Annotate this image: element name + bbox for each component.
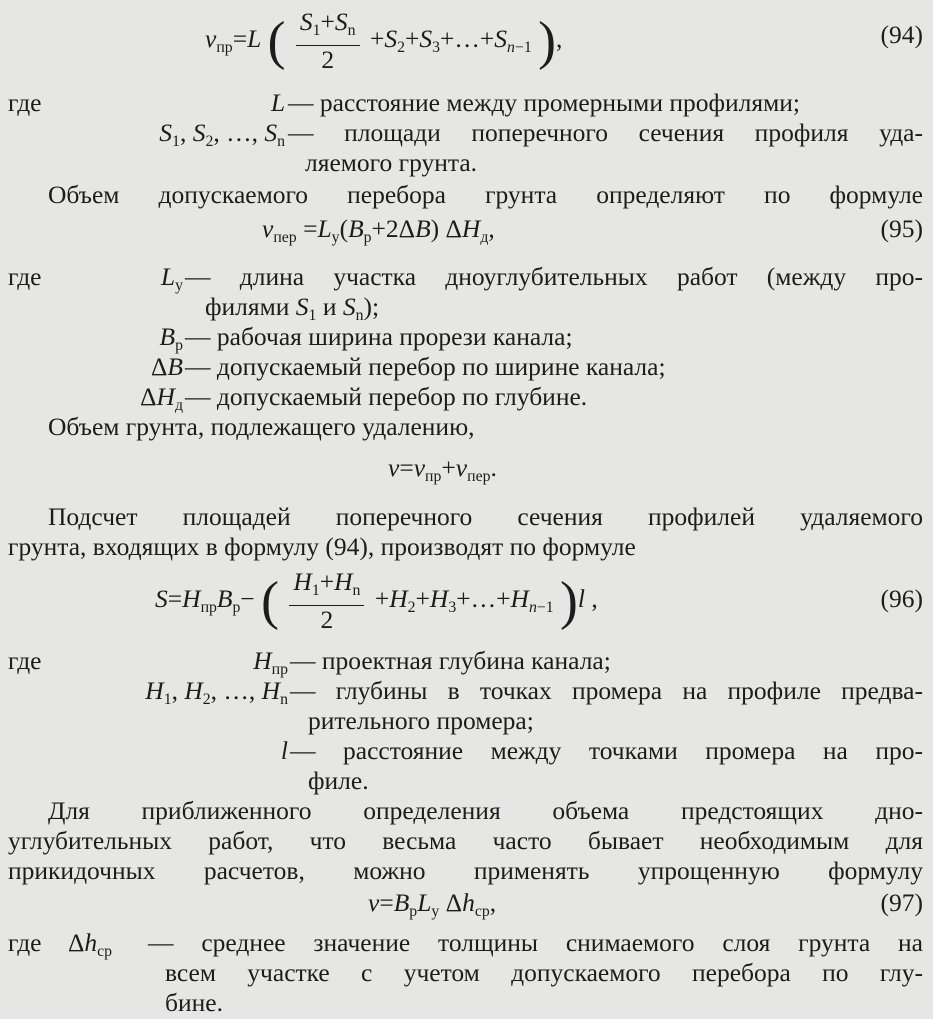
- term-Bp: $B_р$: [159, 322, 183, 355]
- paragraph-4-line-1: Для приближенного определения объема предстоящих дно-: [48, 796, 923, 825]
- definition-dh-3: бине.: [165, 988, 223, 1017]
- formula-total-volume: $v=v_{пр}+v_{пер}$.: [388, 453, 497, 486]
- definition-dh-2: всем участке с учетом допускаемого перебора по глу-: [165, 958, 923, 987]
- where-label: где: [8, 262, 42, 291]
- paragraph-3-line-1: Подсчет площадей поперечного сечения профилей удаляемого: [48, 502, 923, 531]
- equation-number-97: (97): [880, 888, 923, 917]
- equation-number-94: (94): [880, 20, 923, 49]
- term-S-list: $S_1$, $S_2$, …, $S_n$: [159, 118, 285, 151]
- definition-Bp: — рабочая ширина прорези канала;: [185, 322, 573, 351]
- equation-number-96: (96): [880, 584, 923, 613]
- definition-L: — расстояние между промерными профилями;: [288, 88, 800, 117]
- term-deltaH: $\Delta H_д$: [140, 382, 183, 415]
- paragraph-4-line-3: прикидочных расчетов, можно применять упрощенную формулу: [8, 856, 923, 885]
- term-Ly: $L_у$: [160, 262, 183, 295]
- term-deltaB: ΔB: [151, 352, 183, 381]
- definition-S-1: — площади поперечного сечения профиля уда-: [288, 118, 923, 147]
- definition-deltaB: — допускаемый перебор по ширине канала;: [185, 352, 666, 381]
- definition-S-2: ляемого грунта.: [305, 148, 478, 177]
- definition-H-2: рительного промера;: [308, 706, 534, 735]
- term-delta-h-avg: $\Delta h_{ср}$: [68, 928, 113, 961]
- definition-dh-1: — среднее значение толщины снимаемого слоя грунта на: [148, 928, 923, 957]
- term-l: l: [280, 736, 288, 765]
- paragraph-4-line-2: углубительных работ, что весьма часто бывает необходимым для: [8, 826, 923, 855]
- formula-97: $v=B_рL_у$ $\Delta h_{ср}$,: [368, 888, 497, 921]
- where-label: где: [8, 88, 42, 117]
- where-label: где: [8, 928, 42, 957]
- where-label: где: [8, 646, 42, 675]
- definition-Ly-1: — длина участка дноуглубительных работ (между про-: [185, 262, 923, 291]
- definition-Ly-2: филями $S_1$ и $S_n$);: [205, 292, 380, 325]
- equation-number-95: (95): [880, 214, 923, 243]
- definition-deltaH: — допускаемый перебор по глубине.: [185, 382, 588, 411]
- formula-96: $S=H_{пр}B_р-$ ( $\frac{H_1+H_n}{2}$ $+H_2+H_3+\dots+H_{n-1}$ )l ,: [155, 567, 598, 635]
- term-H-list: $H_1$, $H_2$, …, $H_n$: [145, 676, 288, 709]
- term-Hpr: $H_{пр}$: [253, 646, 288, 679]
- definition-Hpr: — проектная глубина канала;: [290, 646, 611, 675]
- term-L: L: [270, 88, 285, 117]
- definition-H-1: — глубины в точках промера на профиле предва-: [290, 676, 923, 705]
- paragraph-3-line-2: грунта, входящих в формулу (94), производят по формуле: [8, 532, 636, 561]
- formula-95: $v_{пер} =L_у(B_р+2\Delta B)$ $\Delta H_д$,: [262, 214, 495, 247]
- paragraph-1: Объем допускаемого перебора грунта определяют по формуле: [48, 180, 923, 209]
- formula-94: $v_{пр}=L$ ( $\frac{S_1+S_n}{2}$ $+S_2+S_3+\dots+S_{n-1}$ ),: [205, 7, 563, 75]
- definition-l-2: филе.: [308, 766, 369, 795]
- definition-l-1: — расстояние между точками промера на про-: [290, 736, 923, 765]
- paragraph-2: Объем грунта, подлежащего удалению,: [48, 412, 475, 441]
